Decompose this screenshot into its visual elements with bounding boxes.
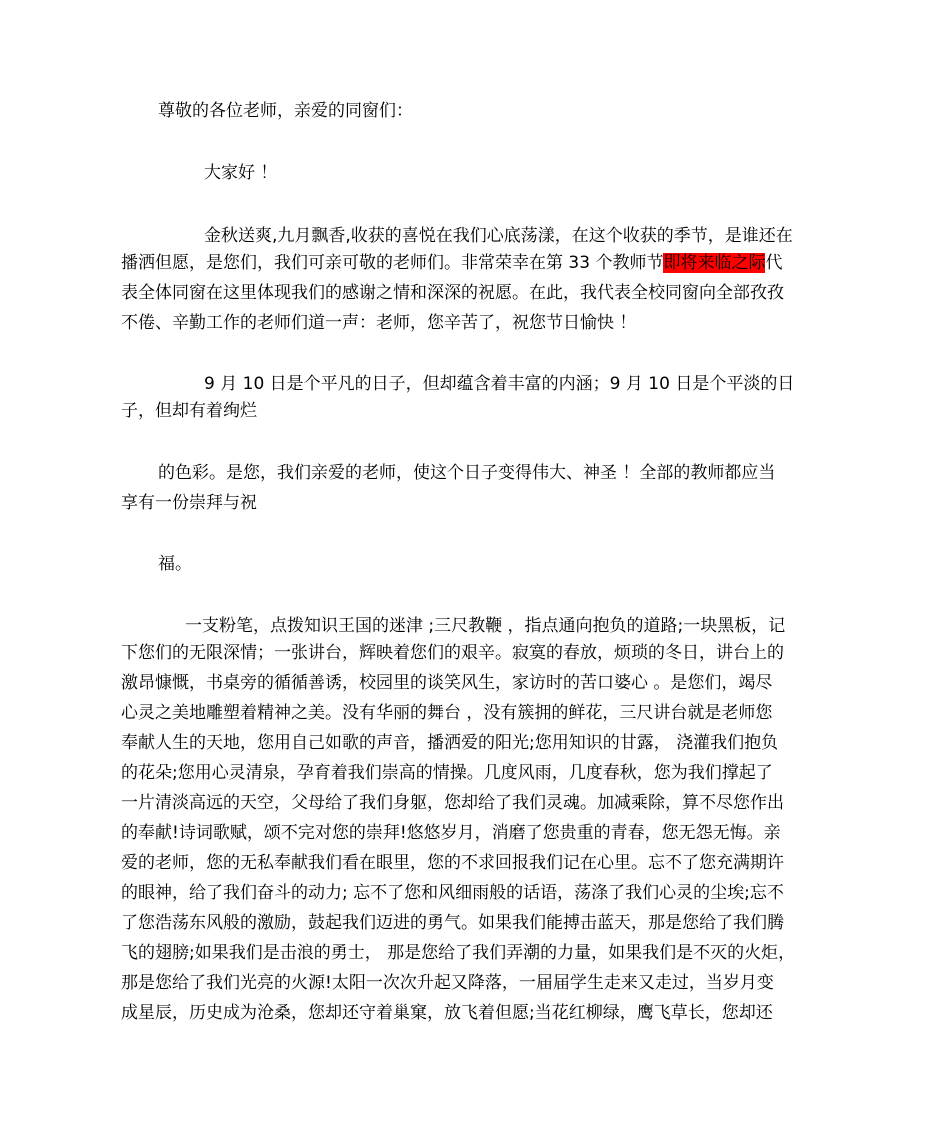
paragraph-5-line-3: 激昂慷慨，书桌旁的循循善诱，校园里的谈笑风生，家访时的苦口婆心 。是您们，竭尽	[121, 673, 773, 693]
paragraph-1-line-2-text: 播洒但愿，是您们，我们可亲可敬的老师们。非常荣幸在第 33 个教师节	[121, 253, 664, 273]
greeting: 尊敬的各位老师，亲爱的同窗们：	[158, 101, 413, 121]
paragraph-5-line-8: 的奉献!诗词歌赋，颂不完对您的崇拜!悠悠岁月，消磨了您贵重的青春，您无怨无悔。亲	[121, 823, 781, 843]
paragraph-5-line-11: 了您浩荡东风般的激励，鼓起我们迈进的勇气。如果我们能搏击蓝天，那是您给了我们腾	[121, 913, 784, 933]
hello: 大家好 ！	[204, 163, 278, 183]
paragraph-5-line-4: 心灵之美地雕塑着精神之美。没有华丽的舞台 ，没有簇拥的鲜花，三尺讲台就是老师您	[121, 703, 773, 723]
paragraph-5-line-10: 的眼神，给了我们奋斗的动力; 忘不了您和风细雨般的话语，荡涤了我们心灵的尘埃;忘不	[121, 883, 784, 903]
paragraph-2-line-1: 9 月 10 日是个平凡的日子，但却蕴含着丰富的内涵；9 月 10 日是个平淡的日	[204, 374, 795, 394]
paragraph-3-line-2: 享有一份崇拜与祝	[121, 493, 257, 513]
paragraph-5-line-2: 下您们的无限深情；一张讲台，辉映着您们的艰辛。寂寞的春放，烦琐的冬日，讲台上的	[121, 643, 784, 663]
paragraph-1-line-1: 金秋送爽,九月飘香,收获的喜悦在我们心底荡漾，在这个收获的季节，是谁还在	[204, 226, 793, 246]
paragraph-2-line-2: 子，但却有着绚烂	[121, 401, 257, 421]
paragraph-1-line-3: 表全体同窗在这里体现我们的感谢之情和深深的祝愿。在此，我代表全校同窗向全部孜孜	[121, 283, 784, 303]
paragraph-5-line-9: 爱的老师，您的无私奉献我们看在眼里，您的不求回报我们记在心里。忘不了您充满期许	[121, 853, 784, 873]
paragraph-4-line-1: 福。	[158, 554, 192, 574]
highlighted-text: 即将来临之际	[663, 253, 766, 273]
paragraph-1-line-2	[121, 253, 782, 273]
paragraph-5-line-14: 成星辰，历史成为沧桑，您却还守着巢窠，放飞着但愿;当花红柳绿，鹰飞草长，您却还	[121, 1003, 773, 1023]
paragraph-1-line-2-end: 代	[765, 253, 783, 273]
paragraph-5-line-12: 飞的翅膀;如果我们是击浪的勇士， 那是您给了我们弄潮的力量，如果我们是不灭的火炬，	[121, 943, 796, 963]
paragraph-3-line-1: 的色彩。是您，我们亲爱的老师，使这个日子变得伟大、神圣 ！全部的教师都应当	[158, 463, 776, 483]
paragraph-1-line-4: 不倦、辛勤工作的老师们道一声：老师，您辛苦了，祝您节日愉快 ！	[121, 313, 637, 333]
paragraph-5-line-1: 一支粉笔，点拨知识王国的迷津 ;三尺教鞭 ，指点通向抱负的道路;一块黑板，记	[185, 616, 786, 636]
paragraph-5-line-6: 的花朵;您用心灵清泉，孕育着我们崇高的情操。几度风雨，几度春秋，您为我们撑起了	[121, 763, 773, 783]
paragraph-5-line-13: 那是您给了我们光亮的火源!太阳一次次升起又降落，一届届学生走来又走过，当岁月变	[121, 973, 774, 993]
paragraph-5-line-7: 一片清淡高远的天空，父母给了我们身躯，您却给了我们灵魂。加减乘除，算不尽您作出	[121, 793, 784, 813]
paragraph-5-line-5: 奉献人生的天地，您用自己如歌的声音，播洒爱的阳光;您用知识的甘露， 浇灌我们抱负	[121, 733, 779, 753]
